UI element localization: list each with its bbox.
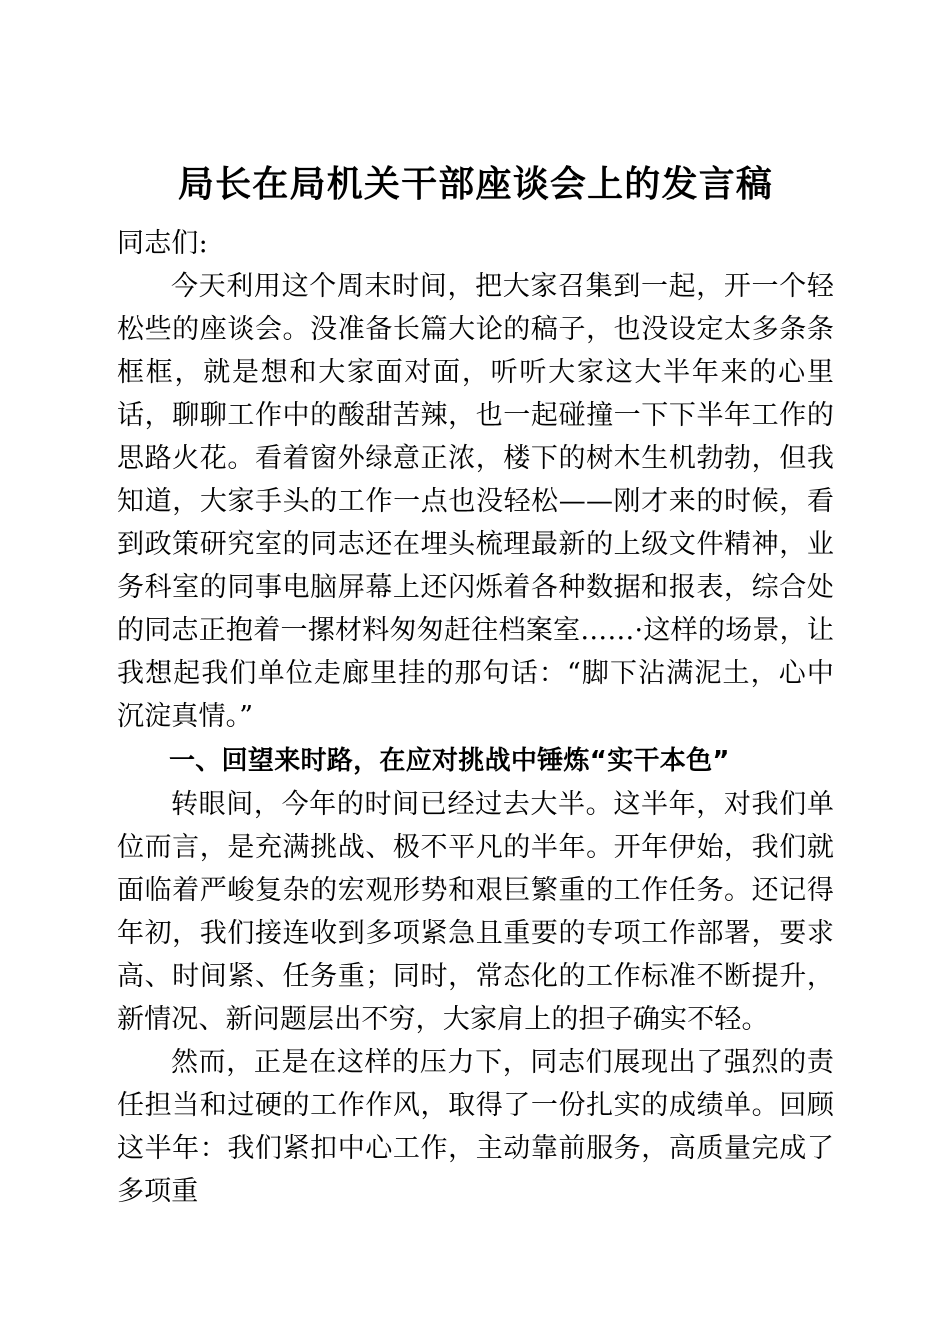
page-title: 局长在局机关干部座谈会上的发言稿 bbox=[177, 163, 774, 205]
body-paragraph-1: 今天利用这个周末时间，把大家召集到一起，开一个轻松些的座谈会。没准备长篇大论的稿子，也没设定太多条条框框，就是想和大家面对面，听听大家这大半年来的心里话，聊聊工作中的酸甜苦辣，也一起碰撞一下下半年工作的思路火花。看着窗外绿意正浓，楼下的树木生机勃勃，但我知道，大家手头的工作一点也没轻松——刚才来的时候，看到政策研究室的同志还在埋头梳理最新的上级文件精神，业务科室的同事电脑屏幕上还闪烁着各种数据和报表，综合处的同志正抱着一摞材料匆匆赶往档案室……·这样的场景，让我想起我们单位走廊里挂的那句话：“脚下沾满泥土，心中沉淀真情。” bbox=[117, 271, 834, 732]
section-heading-1: 一、回望来时路，在应对挑战中锤炼“实干本色” bbox=[169, 746, 730, 776]
document-body bbox=[117, 160, 834, 1213]
salutation-line: 同志们: bbox=[117, 228, 208, 259]
body-paragraph-3: 然而，正是在这样的压力下，同志们展现出了强烈的责任担当和过硬的工作作风，取得了一份扎实的成绩单。回顾这半年：我们紧扣中心工作，主动靠前服务，高质量完成了多项重 bbox=[117, 1047, 834, 1207]
body-paragraph-2: 转眼间，今年的时间已经过去大半。这半年，对我们单位而言，是充满挑战、极不平凡的半年。开年伊始，我们就面临着严峻复杂的宏观形势和艰巨繁重的工作任务。还记得年初，我们接连收到多项紧急且重要的专项工作部署，要求高、时间紧、任务重；同时，常态化的工作标准不断提升，新情况、新问题层出不穷，大家肩上的担子确实不轻。 bbox=[117, 789, 834, 1035]
